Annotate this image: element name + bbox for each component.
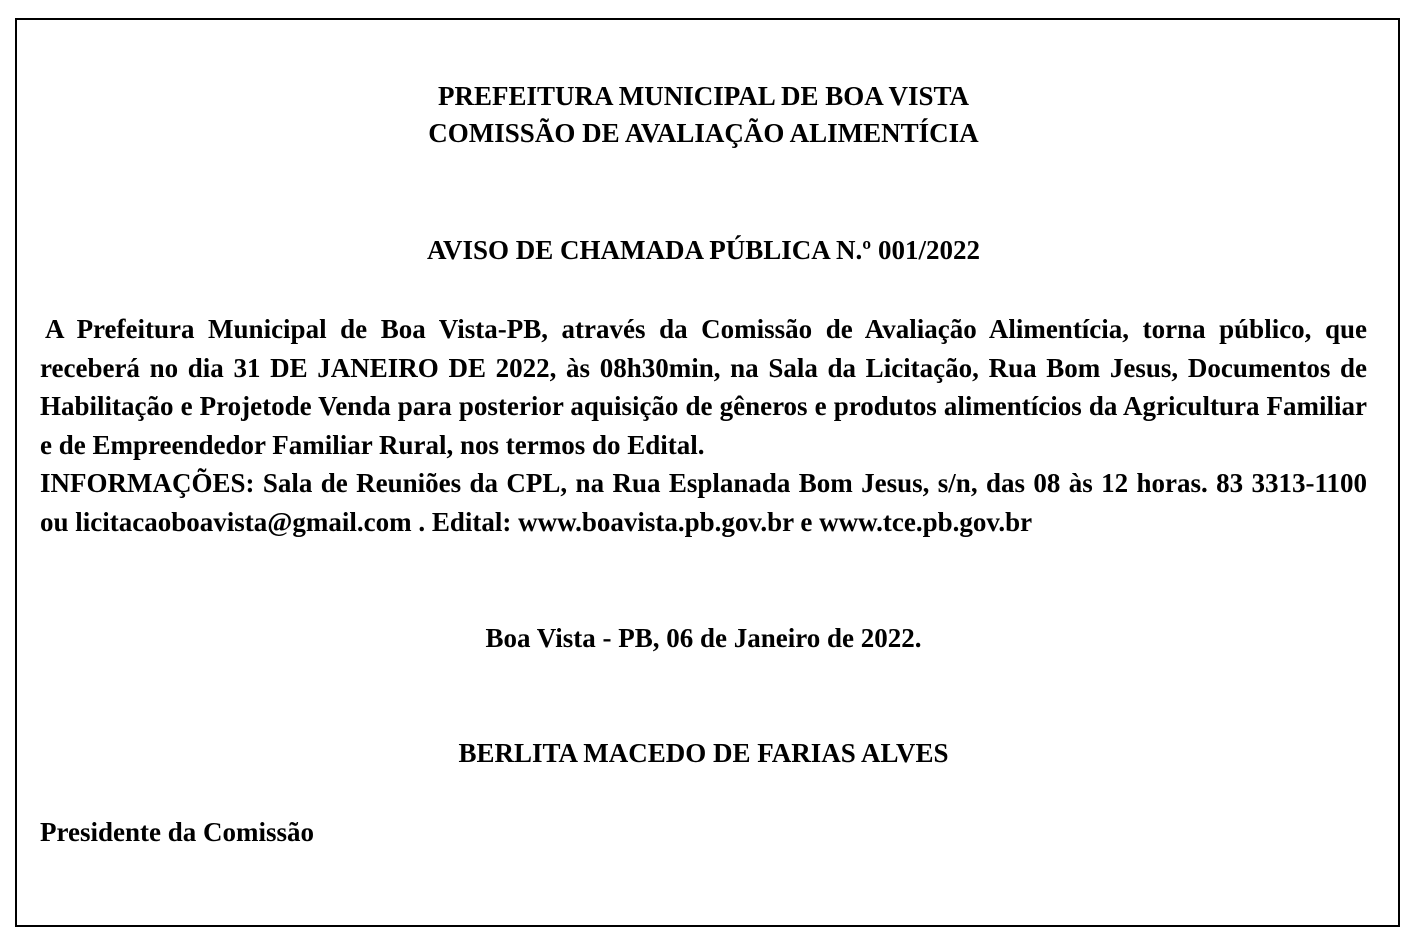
notice-title: AVISO DE CHAMADA PÚBLICA N.º 001/2022 — [427, 235, 980, 265]
signer-name: BERLITA MACEDO DE FARIAS ALVES — [458, 738, 949, 768]
notice-paragraph-info: INFORMAÇÕES: Sala de Reuniões da CPL, na Rua Esplanada Bom Jesus, s/n, das 08 às 12 horas. 83 3313-1100 ou licitacaoboavista@gmail.com . Edital: www.boavista.pb.gov.br e www.tce.pb.gov.br — [40, 468, 1367, 537]
notice-paragraph-main: A Prefeitura Municipal de Boa Vista-PB, através da Comissão de Avaliação Alimentícia, torna público, que receberá no dia 31 DE JANEIRO DE 2022, às 08h30min, na Sala da Licitação, Rua Bom Jesus, Documentos de Habilitação e Projetode Venda para posterior aquisição de gêneros e produtos alimentícios da Agricultura Familiar e de Empreendedor Familiar Rural, nos termos do Edital. — [40, 314, 1367, 460]
notice-body — [40, 310, 1367, 541]
signer-role: Presidente da Comissão — [40, 817, 314, 847]
commission-heading: COMISSÃO DE AVALIAÇÃO ALIMENTÍCIA — [428, 118, 979, 148]
municipality-heading: PREFEITURA MUNICIPAL DE BOA VISTA — [437, 81, 970, 111]
place-and-date: Boa Vista - PB, 06 de Janeiro de 2022. — [485, 623, 922, 653]
